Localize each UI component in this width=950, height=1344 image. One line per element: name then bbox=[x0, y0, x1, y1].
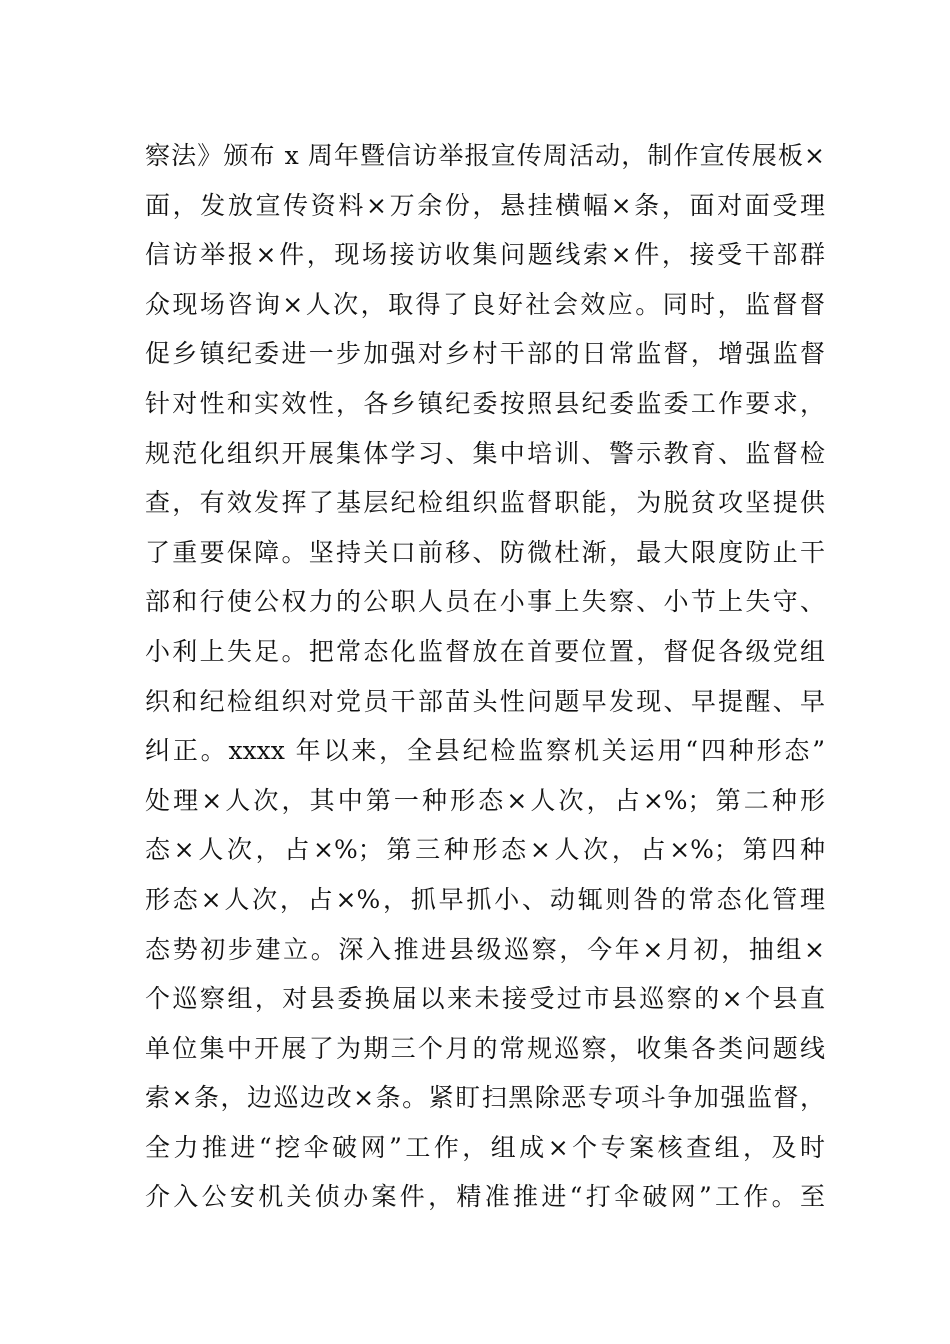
text-line: 了重要保障。坚持关口前移、防微杜渐，最大限度防止干 bbox=[145, 537, 825, 567]
text-line: 形态×人次，占×%，抓早抓小、动辄则咎的常态化管理 bbox=[145, 884, 825, 914]
text-line: 小利上失足。把常态化监督放在首要位置，督促各级党组 bbox=[145, 636, 825, 666]
text-line: 全力推进“挖伞破网”工作，组成×个专案核查组，及时 bbox=[145, 1132, 825, 1162]
text-line: 态势初步建立。深入推进县级巡察，今年×月初，抽组× bbox=[145, 934, 825, 964]
body-text bbox=[145, 131, 825, 1222]
text-line: 规范化组织开展集体学习、集中培训、警示教育、监督检 bbox=[145, 438, 825, 468]
text-line: 处理×人次，其中第一种形态×人次，占×%；第二种形 bbox=[145, 785, 825, 815]
text-line: 个巡察组，对县委换届以来未接受过市县巡察的×个县直 bbox=[145, 984, 825, 1014]
text-line: 纠正。xxxx 年以来，全县纪检监察机关运用“四种形态” bbox=[145, 736, 825, 766]
text-line: 促乡镇纪委进一步加强对乡村干部的日常监督，增强监督 bbox=[145, 339, 825, 369]
text-line: 索×条，边巡边改×条。紧盯扫黑除恶专项斗争加强监督， bbox=[145, 1083, 825, 1113]
text-line: 众现场咨询×人次，取得了良好社会效应。同时，监督督 bbox=[145, 289, 825, 319]
text-line: 单位集中开展了为期三个月的常规巡察，收集各类问题线 bbox=[145, 1033, 825, 1063]
text-line: 查，有效发挥了基层纪检组织监督职能，为脱贫攻坚提供 bbox=[145, 488, 825, 518]
text-line: 信访举报×件，现场接访收集问题线索×件，接受干部群 bbox=[145, 240, 825, 270]
text-line: 针对性和实效性，各乡镇纪委按照县纪委监委工作要求， bbox=[145, 388, 825, 418]
text-line: 部和行使公权力的公职人员在小事上失察、小节上失守、 bbox=[145, 587, 825, 617]
text-line: 面，发放宣传资料×万余份，悬挂横幅×条，面对面受理 bbox=[145, 190, 825, 220]
text-line: 织和纪检组织对党员干部苗头性问题早发现、早提醒、早 bbox=[145, 686, 825, 716]
text-line: 介入公安机关侦办案件，精准推进“打伞破网”工作。至 bbox=[145, 1182, 825, 1212]
text-line: 察法》颁布 x 周年暨信访举报宣传周活动，制作宣传展板× bbox=[145, 141, 825, 170]
text-line: 态×人次，占×%；第三种形态×人次，占×%；第四种 bbox=[145, 835, 825, 865]
